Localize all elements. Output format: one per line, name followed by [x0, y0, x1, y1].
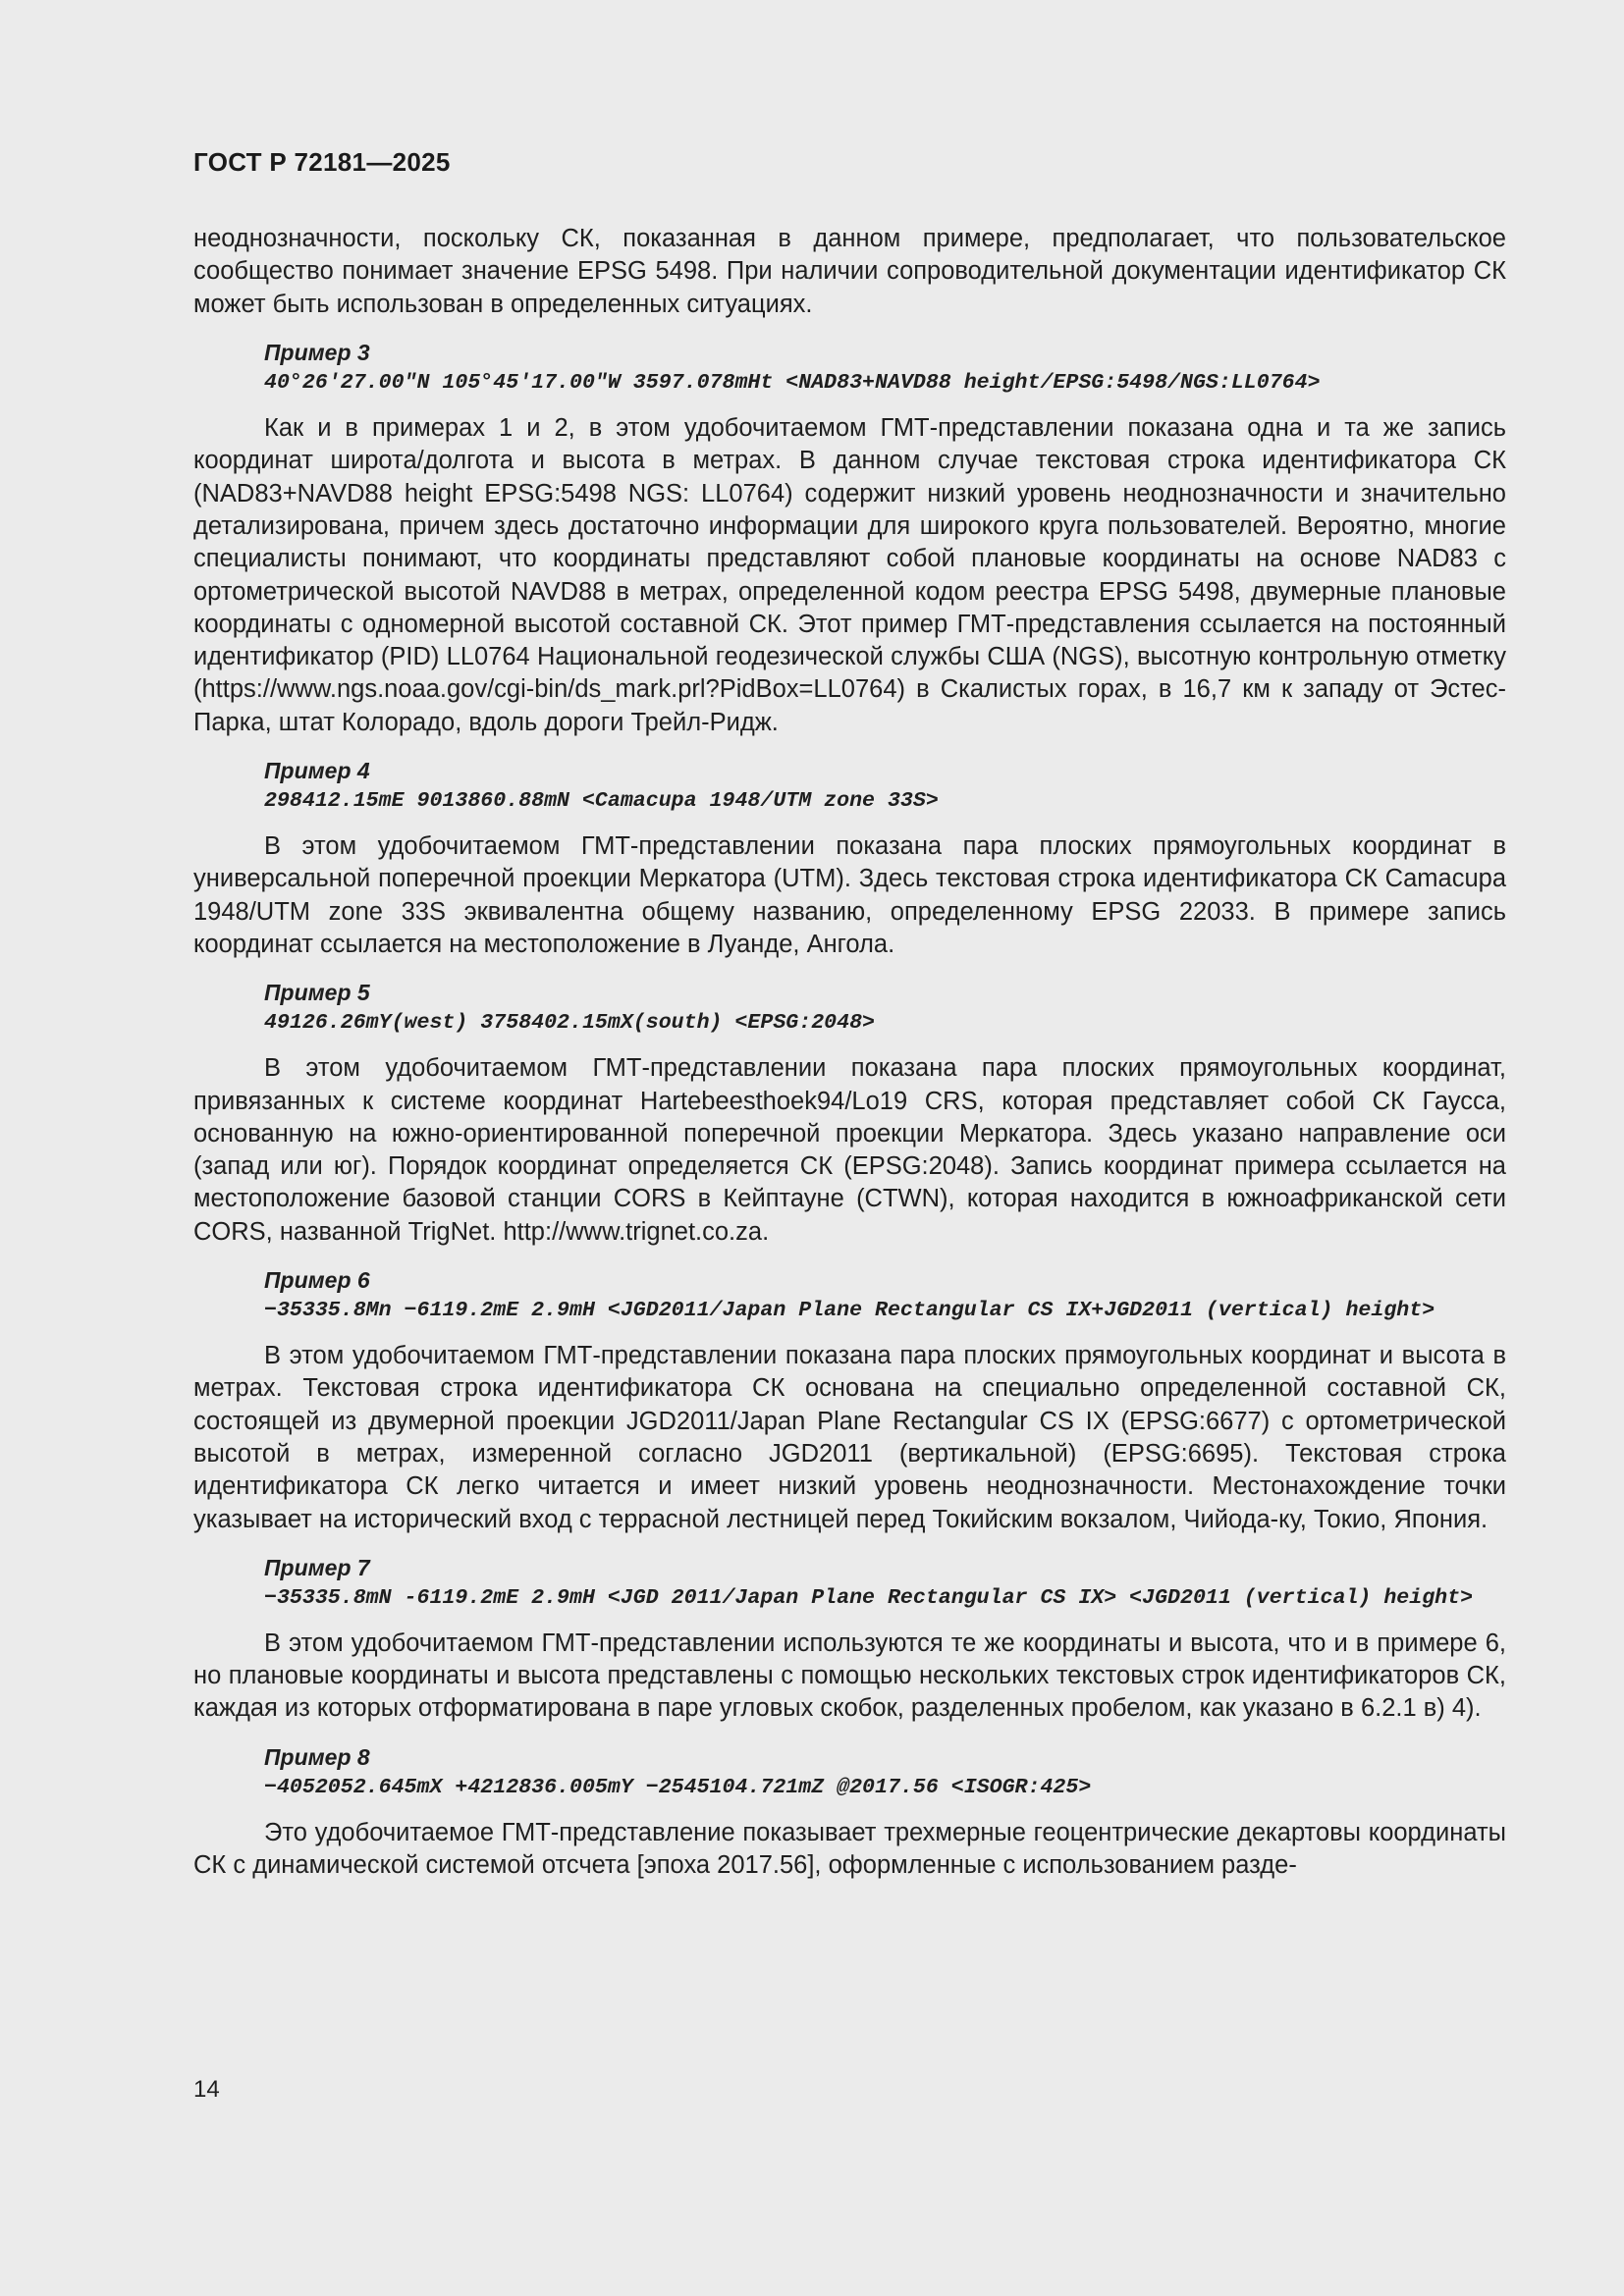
example-title: Пример 3 [264, 340, 370, 366]
document-page [193, 137, 1506, 1882]
example-code: −35335.8Mn −6119.2mE 2.9mH <JGD2011/Japan Plane Rectangular CS IX+JGD2011 (vertical) height> [264, 1299, 1435, 1323]
page-number: 14 [193, 2076, 220, 2103]
example-3-paragraph: Как и в примерах 1 и 2, в этом удобочитаемом ГМТ-представлении показана одна и та же запись координат широта/долгота и высота в метрах. В данном случае текстовая строка идентификатора СК (NAD83+NAVD88 height EPSG:5498 NGS: LL0764) содержит низкий уровень неоднозначности и значительно детализирована, причем здесь достаточно информации для широкого круга пользователей. Вероятно, многие специалисты понимают, что координаты представляют собой плановые координаты на основе NAD83 с ортометрической высотой NAVD88 в метрах, определенной кодом реестра EPSG 5498, двумерные плановые координаты с одномерной высотой составной СК. Этот пример ГМТ-представления ссылается на постоянный идентификатор (PID) LL0764 Национальной геодезической службы США (NGS), высотную контрольную отметку (https://www.ngs.noaa.gov/cgi-bin/ds_mark.prl?PidBox=LL0764) в Скалистых горах, в 16,7 км к западу от Эстес-Парка, штат Колорадо, вдоль дороги Трейл-Ридж. [193, 414, 1506, 736]
document-header: ГОСТ Р 72181—2025 [193, 147, 451, 177]
example-5 [193, 977, 1506, 1039]
example-title: Пример 6 [264, 1267, 370, 1294]
example-title: Пример 5 [264, 980, 370, 1006]
example-7-paragraph: В этом удобочитаемом ГМТ-представлении используются те же координаты и высота, что и в примере 6, но плановые координаты и высота представлены с помощью нескольких текстовых строк идентификаторов СК, каждая из которых отформатирована в паре угловых скобок, разделенных пробелом, как указано в 6.2.1 в) 4). [193, 1629, 1506, 1723]
example-code: −35335.8mN -6119.2mE 2.9mH <JGD 2011/Japan Plane Rectangular CS IX> <JGD2011 (vertical) height> [264, 1585, 1474, 1610]
document-body [193, 223, 1506, 1882]
intro-paragraph: неоднозначности, поскольку СК, показанная в данном примере, предполагает, что пользовательское сообщество понимает значение EPSG 5498. При наличии сопроводительной документации идентификатор СК может быть использован в определенных ситуациях. [193, 225, 1506, 318]
example-5-paragraph: В этом удобочитаемом ГМТ-представлении показана пара плоских прямоугольных координат, привязанных к системе координат Hartebeesthoek94/Lo19 CRS, которая представляет собой СК Гаусса, основанную на южно-ориентированной поперечной проекции Меркатора. Здесь указано направление оси (запад или юг). Порядок координат определяется СК (EPSG:2048). Запись координат примера ссылается на местоположение базовой станции CORS в Кейптауне (CTWN), которая находится в южноафриканской сети CORS, названной TrigNet. http://www.trignet.co.za. [193, 1054, 1506, 1246]
example-6 [193, 1264, 1506, 1326]
example-code: 49126.26mY(west) 3758402.15mX(south) <EPSG:2048> [264, 1011, 876, 1036]
example-8-paragraph: Это удобочитаемое ГМТ-представление показывает трехмерные геоцентрические декартовы координаты СК с динамической системой отсчета [эпоха 2017.56], оформленные с использованием разде- [193, 1818, 1506, 1879]
example-6-paragraph: В этом удобочитаемом ГМТ-представлении показана пара плоских прямоугольных координат и высота в метрах. Текстовая строка идентификатора СК основана на специально определенной составной СК, состоящей из двумерной проекции JGD2011/Japan Plane Rectangular CS IX (EPSG:6677) с ортометрической высотой в метрах, измеренной согласно JGD2011 (вертикальной) (EPSG:6695). Текстовая строка идентификатора СК легко читается и имеет низкий уровень неоднозначности. Местонахождение точки указывает на исторический вход с террасной лестницей перед Токийским вокзалом, Чийода-ку, Токио, Япония. [193, 1342, 1506, 1533]
example-code: 40°26′27.00″N 105°45′17.00″W 3597.078mHt <NAD83+NAVD88 height/EPSG:5498/NGS:LL0764> [264, 371, 1321, 396]
example-title: Пример 4 [264, 758, 370, 784]
example-4-paragraph: В этом удобочитаемом ГМТ-представлении показана пара плоских прямоугольных координат в универсальной поперечной проекции Меркатора (UTM). Здесь текстовая строка идентификатора СК Camacupa 1948/UTM zone 33S эквивалентна общему названию, определенному EPSG 22033. В примере запись координат ссылается на местоположение в Луанде, Ангола. [193, 832, 1506, 958]
example-title: Пример 7 [264, 1554, 370, 1580]
example-3 [193, 337, 1506, 399]
example-code: 298412.15mE 9013860.88mN <Camacupa 1948/UTM zone 33S> [264, 789, 939, 814]
example-title: Пример 8 [264, 1743, 370, 1770]
example-code: −4052052.645mX +4212836.005mY −2545104.721mZ @2017.56 <ISOGR:425> [264, 1775, 1092, 1799]
example-8 [193, 1741, 1506, 1803]
example-7 [193, 1552, 1506, 1614]
example-4 [193, 755, 1506, 817]
